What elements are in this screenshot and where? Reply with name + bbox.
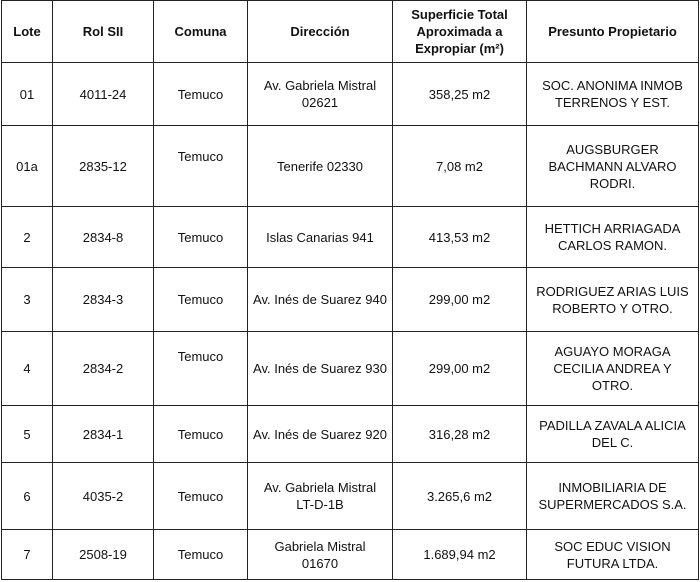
cell-rol: 4035-2 (53, 463, 154, 530)
cell-propietario (527, 530, 699, 580)
cell-comuna: Temuco (154, 207, 248, 268)
cell-superficie: 299,00 m2 (393, 332, 527, 406)
header-comuna: Comuna (154, 1, 248, 63)
cell-comuna: Temuco (154, 463, 248, 530)
table-row (2, 406, 699, 463)
cell-lote: 5 (2, 406, 53, 463)
propietario-line: AUGSBURGER (566, 141, 659, 157)
cell-propietario (527, 268, 699, 332)
propietario-line: PADILLA ZAVALA ALICIA (539, 418, 686, 433)
header-direccion: Dirección (248, 1, 393, 63)
cell-lote: 2 (2, 207, 53, 268)
cell-lote: 01a (2, 126, 53, 207)
cell-lote: 6 (2, 463, 53, 530)
cell-rol: 4011-24 (53, 63, 154, 126)
propietario-line: RODRI. (589, 175, 636, 191)
propietario-line: CECILIA ANDREA Y (553, 361, 672, 376)
propietario-line: OTRO. (591, 378, 634, 393)
cell-comuna: Temuco (154, 332, 248, 406)
direccion-line: Tenerife 02330 (276, 158, 363, 174)
header-row (2, 1, 699, 63)
propietario-line: SOC EDUC VISION (554, 538, 671, 554)
cell-lote: 01 (2, 63, 53, 126)
cell-rol: 2508-19 (53, 530, 154, 580)
propietario-line: SOC. ANONIMA INMOB (542, 78, 683, 93)
cell-rol: 2834-1 (53, 406, 154, 463)
cell-direccion (248, 406, 393, 463)
table-row (2, 268, 699, 332)
direccion-line: Av. Gabriela Mistral (263, 480, 377, 495)
cell-comuna: Temuco (154, 63, 248, 126)
header-superficie (393, 1, 527, 63)
direccion-line: LT-D-1B (296, 497, 344, 512)
direccion-line: 02621 (301, 95, 339, 110)
cell-direccion (248, 463, 393, 530)
cell-comuna: Temuco (154, 406, 248, 463)
header-superficie-line: Expropiar (m²) (415, 41, 504, 56)
propietario-line: INMOBILIARIA DE (558, 480, 667, 495)
cell-propietario (527, 207, 699, 268)
direccion-line: Islas Canarias 941 (266, 229, 374, 245)
cell-rol: 2835-12 (53, 126, 154, 207)
cell-comuna: Temuco (154, 268, 248, 332)
cell-propietario (527, 126, 699, 207)
cell-superficie: 299,00 m2 (393, 268, 527, 332)
header-superficie-line: Aproximada a (416, 24, 503, 39)
cell-lote: 4 (2, 332, 53, 406)
propietario-line: ROBERTO Y OTRO. (552, 300, 673, 316)
cell-lote: 3 (2, 268, 53, 332)
cell-superficie: 413,53 m2 (393, 207, 527, 268)
direccion-line: Av. Inés de Suarez 920 (253, 426, 387, 442)
propietario-line: TERRENOS Y EST. (554, 95, 671, 110)
table-row (2, 126, 699, 207)
cell-rol: 2834-3 (53, 268, 154, 332)
propietario-line: FUTURA LTDA. (566, 555, 659, 571)
propietario-line: HETTICH ARRIAGADA (544, 221, 681, 236)
propietario-line: DEL C. (591, 435, 634, 450)
header-lote: Lote (2, 1, 53, 63)
direccion-line: 01670 (301, 555, 339, 571)
direccion-line: Av. Gabriela Mistral (263, 78, 377, 93)
cell-direccion (248, 207, 393, 268)
cell-propietario (527, 463, 699, 530)
cell-rol: 2834-2 (53, 332, 154, 406)
expropriation-table (1, 0, 699, 580)
propietario-line: SUPERMERCADOS S.A. (538, 497, 687, 512)
cell-direccion (248, 63, 393, 126)
direccion-line: Av. Inés de Suarez 930 (253, 361, 387, 376)
cell-direccion (248, 530, 393, 580)
cell-rol: 2834-8 (53, 207, 154, 268)
cell-superficie: 7,08 m2 (393, 126, 527, 207)
propietario-line: BACHMANN ALVARO (548, 158, 677, 174)
cell-direccion (248, 268, 393, 332)
table-row (2, 207, 699, 268)
cell-superficie: 3.265,6 m2 (393, 463, 527, 530)
direccion-line: Gabriela Mistral (274, 538, 366, 554)
direccion-line: Av. Inés de Suarez 940 (253, 292, 387, 307)
table-row (2, 63, 699, 126)
cell-comuna: Temuco (154, 126, 248, 207)
header-propietario: Presunto Propietario (527, 1, 699, 63)
table-row (2, 332, 699, 406)
cell-propietario (527, 406, 699, 463)
cell-superficie: 358,25 m2 (393, 63, 527, 126)
cell-direccion (248, 126, 393, 207)
cell-comuna: Temuco (154, 530, 248, 580)
cell-direccion (248, 332, 393, 406)
propietario-line: AGUAYO MORAGA (554, 344, 671, 359)
table-row (2, 530, 699, 580)
propietario-line: CARLOS RAMON. (557, 238, 668, 253)
cell-propietario (527, 63, 699, 126)
cell-propietario (527, 332, 699, 406)
cell-superficie: 1.689,94 m2 (393, 530, 527, 580)
header-superficie-line: Superficie Total (411, 7, 508, 22)
propietario-line: RODRIGUEZ ARIAS LUIS (536, 283, 689, 299)
cell-superficie: 316,28 m2 (393, 406, 527, 463)
table-row (2, 463, 699, 530)
header-rol: Rol SII (53, 1, 154, 63)
cell-lote: 7 (2, 530, 53, 580)
